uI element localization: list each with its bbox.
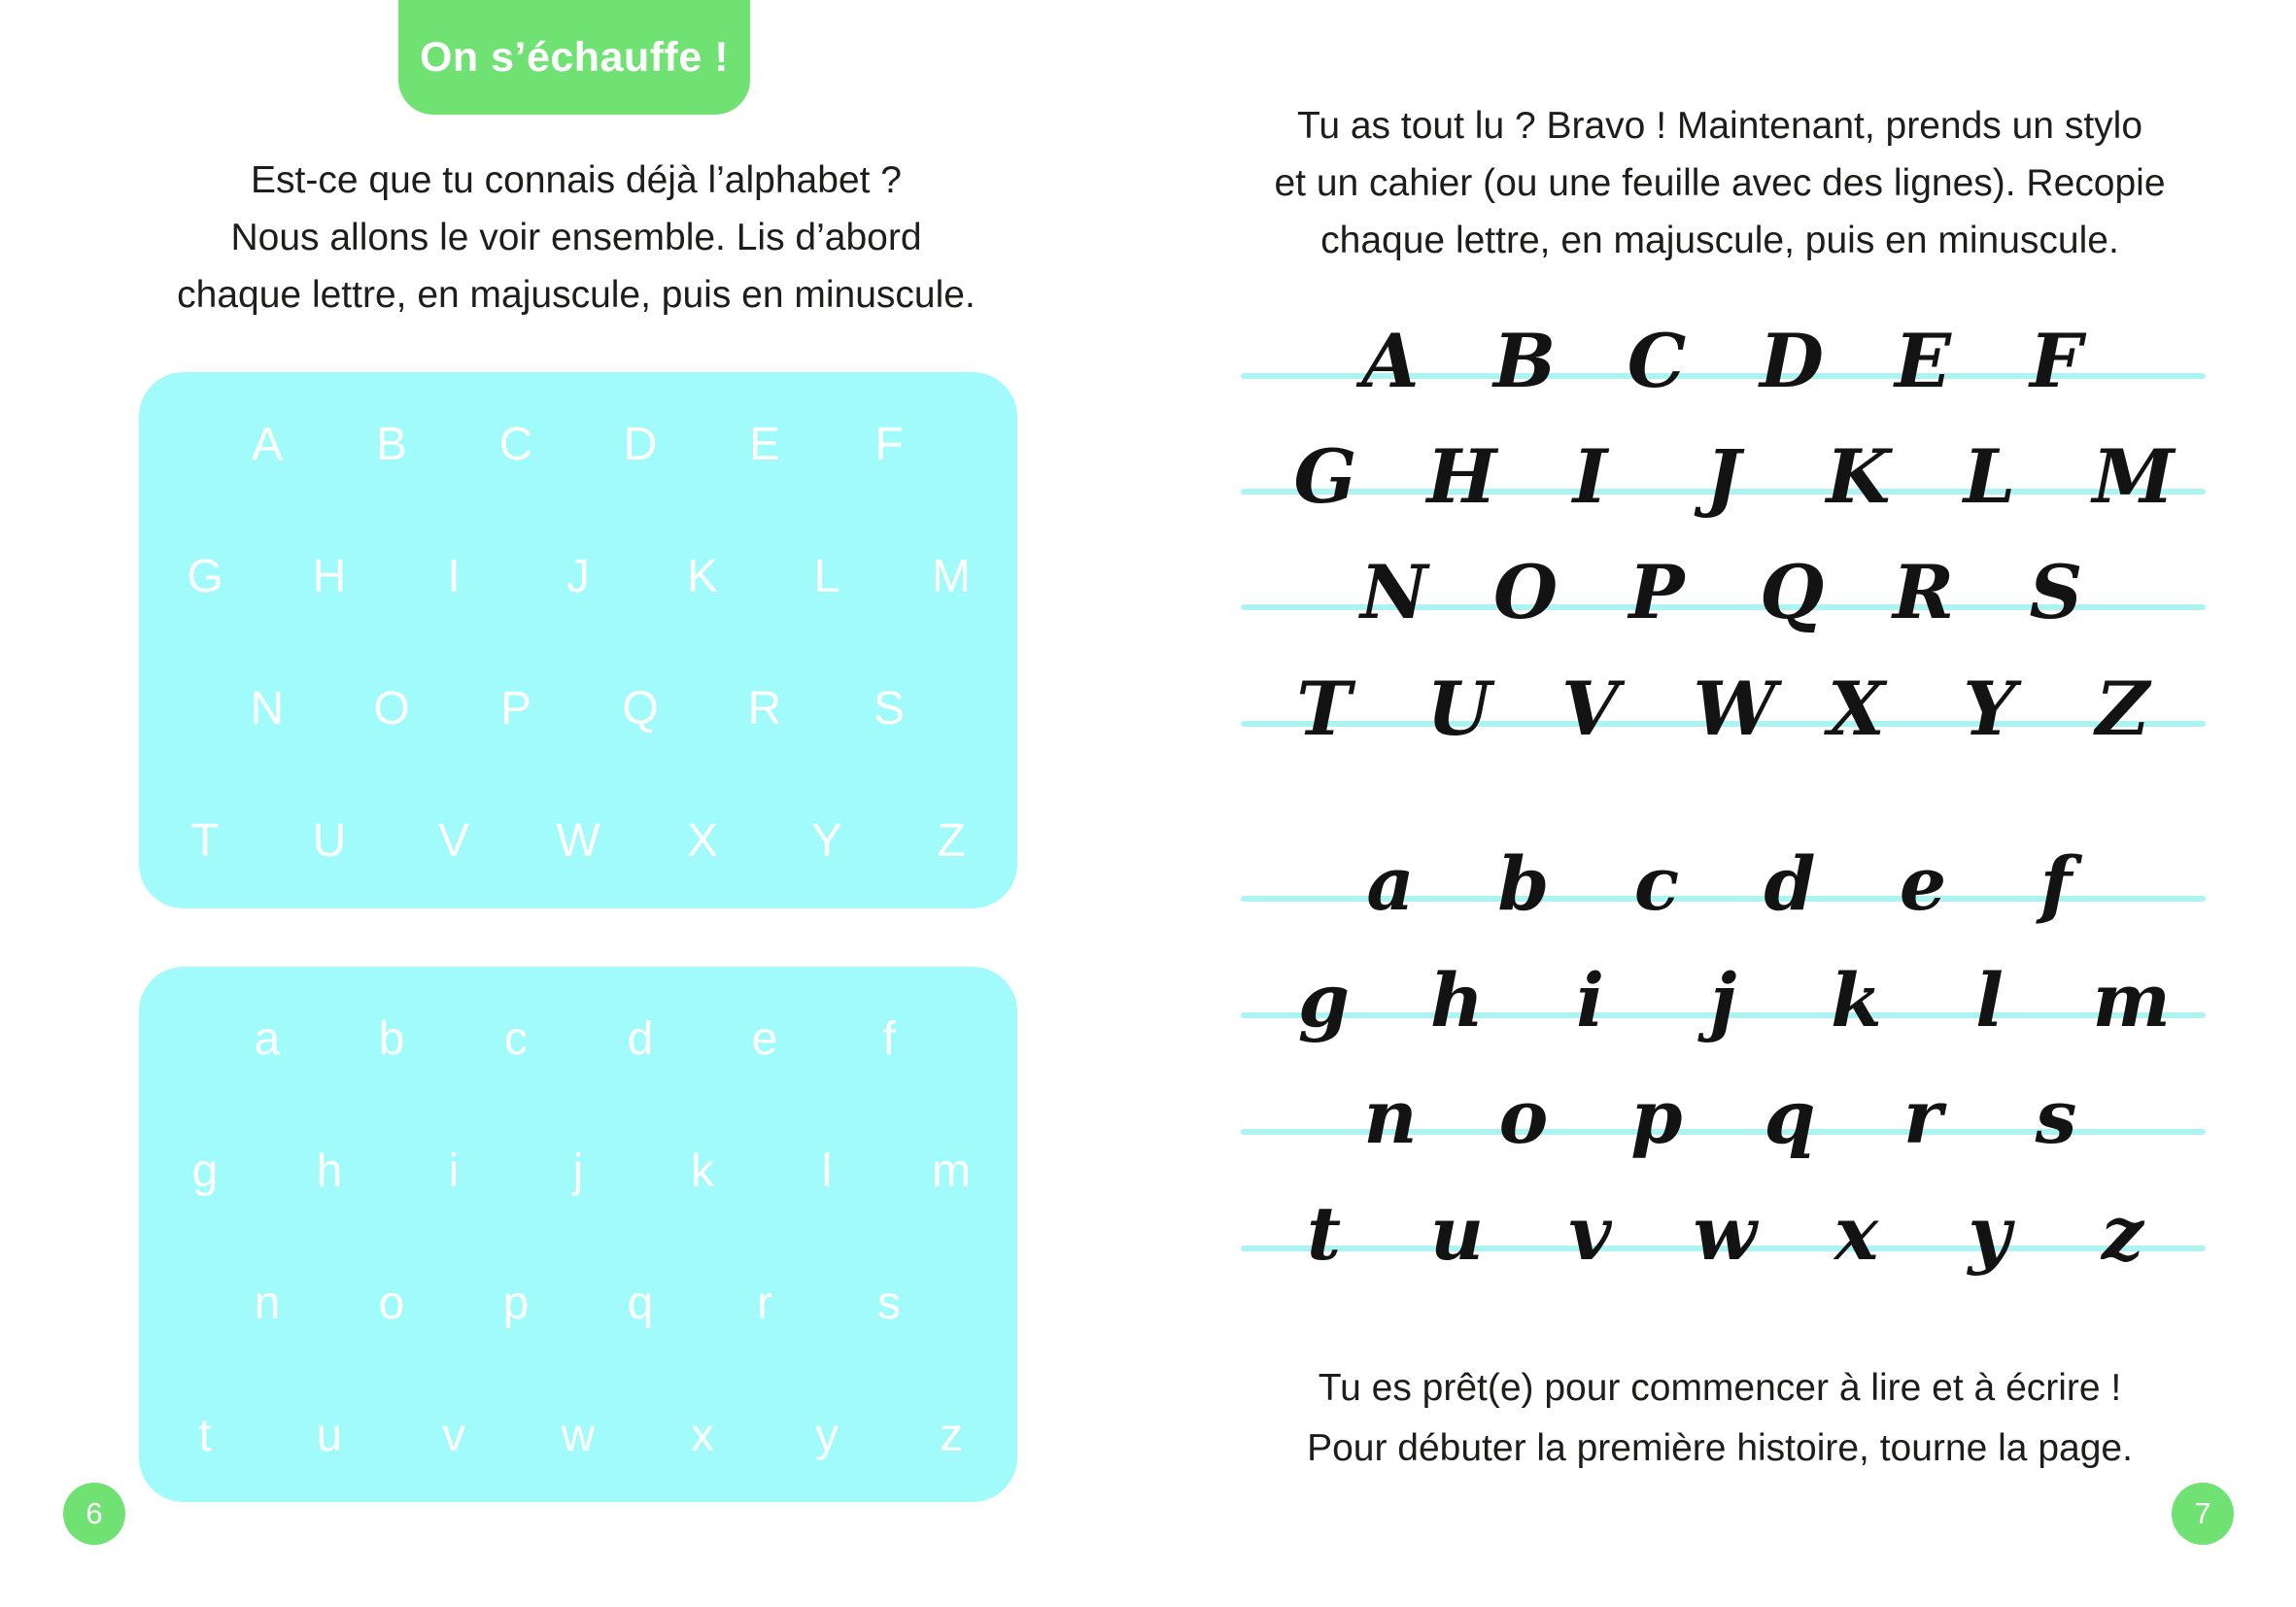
alphabet-letter: h [316, 1145, 343, 1197]
alphabet-letter: j [572, 1145, 584, 1197]
cursive-letter: y [1968, 1190, 2011, 1277]
alphabet-letter: p [502, 1277, 530, 1329]
cursive-letter: h [1429, 957, 1485, 1043]
right-outro-text [1181, 1358, 2259, 1479]
cursive-lowercase-row-2 [1241, 906, 2206, 1043]
alphabet-row [139, 1144, 1017, 1198]
alphabet-letter: k [691, 1145, 714, 1197]
cursive-letter: k [1831, 957, 1882, 1043]
alphabet-letter: f [882, 1012, 896, 1065]
cursive-letter: E [1895, 318, 1951, 404]
warmup-badge [398, 0, 750, 115]
lowercase-alphabet-box [139, 967, 1017, 1502]
alphabet-letter: W [556, 815, 600, 868]
intro-line: et un cahier (ou une feuille avec des lignes). Recopie [1274, 162, 2166, 204]
cursive-letter: A [1361, 318, 1420, 404]
cursive-letter: w [1693, 1190, 1757, 1277]
alphabet-letter: c [504, 1012, 528, 1065]
outro-line: Tu es prêt(e) pour commencer à lire et à écrire ! [1318, 1367, 2122, 1409]
alphabet-letter: F [874, 418, 904, 470]
cursive-letter: C [1627, 318, 1687, 404]
alphabet-letter: A [251, 418, 283, 470]
alphabet-letter: D [623, 418, 658, 470]
alphabet-row [139, 549, 1017, 603]
alphabet-letter: r [757, 1277, 772, 1329]
alphabet-letter: y [815, 1409, 839, 1461]
cursive-letter: S [2029, 549, 2083, 635]
alphabet-letter: V [437, 815, 469, 868]
cursive-letter: U [1426, 666, 1491, 752]
cursive-letter: H [1426, 433, 1497, 520]
cursive-letter: R [1893, 549, 1955, 635]
alphabet-letter: E [748, 418, 780, 470]
alphabet-letter: g [191, 1145, 219, 1197]
intro-line: chaque lettre, en majuscule, puis en minuscule. [177, 274, 976, 316]
cursive-letter: N [1360, 549, 1428, 635]
intro-line: chaque lettre, en majuscule, puis en minuscule. [1320, 220, 2119, 261]
intro-line: Est-ce que tu connais déjà l’alphabet ? [251, 159, 902, 201]
cursive-letter: I [1572, 433, 1608, 520]
uppercase-alphabet-box [139, 372, 1017, 908]
alphabet-letter: M [932, 550, 971, 602]
warmup-badge-label: On s’échauffe ! [419, 33, 730, 81]
alphabet-letter: q [627, 1277, 654, 1329]
cursive-letter: Q [1760, 549, 1825, 635]
cursive-letter: g [1297, 957, 1351, 1043]
alphabet-letter: I [447, 550, 461, 602]
cursive-letter: s [2035, 1074, 2077, 1160]
alphabet-letter: w [561, 1409, 596, 1461]
page-number-badge [2172, 1483, 2234, 1545]
cursive-letter: P [1628, 549, 1685, 635]
alphabet-letter: a [254, 1012, 281, 1065]
alphabet-letter: P [499, 683, 531, 735]
alphabet-row [139, 1408, 1017, 1462]
alphabet-letter: n [254, 1277, 281, 1329]
cursive-lowercase-row-4 [1241, 1139, 2206, 1277]
cursive-letter: Y [1963, 666, 2016, 752]
cursive-letter: t [1306, 1190, 1342, 1277]
cursive-letter: V [1561, 666, 1619, 752]
cursive-uppercase-row-1 [1241, 266, 2206, 404]
alphabet-letter: X [686, 815, 718, 868]
cursive-letter: r [1902, 1074, 1943, 1160]
alphabet-letter: i [448, 1145, 460, 1197]
alphabet-letter: L [813, 550, 840, 602]
alphabet-letter: u [316, 1409, 343, 1461]
cursive-letter: d [1764, 840, 1816, 927]
alphabet-letter: d [627, 1012, 654, 1065]
alphabet-letter: G [187, 550, 223, 602]
cursive-letter: u [1429, 1190, 1485, 1277]
cursive-letter: W [1693, 666, 1776, 752]
cursive-letter: z [2101, 1190, 2144, 1277]
cursive-letter: M [2092, 433, 2175, 520]
cursive-letter: b [1497, 840, 1550, 927]
cursive-lowercase-row-1 [1241, 789, 2206, 927]
cursive-letter: D [1760, 318, 1824, 404]
alphabet-row [139, 682, 1017, 736]
cursive-letter: L [1963, 433, 2016, 520]
alphabet-letter: t [198, 1409, 212, 1461]
alphabet-letter: e [751, 1012, 778, 1065]
page-number: 6 [86, 1496, 103, 1530]
alphabet-row [139, 1011, 1017, 1066]
cursive-letter: m [2092, 957, 2171, 1043]
alphabet-row [139, 1276, 1017, 1330]
alphabet-letter: O [373, 683, 410, 735]
intro-line: Tu as tout lu ? Bravo ! Maintenant, prends un stylo [1296, 105, 2143, 147]
alphabet-letter: B [375, 418, 407, 470]
alphabet-letter: x [691, 1409, 714, 1461]
left-intro-text [37, 152, 1115, 324]
alphabet-letter: N [250, 683, 285, 735]
page-number-badge [63, 1483, 125, 1545]
cursive-letter: B [1493, 318, 1557, 404]
alphabet-letter: z [940, 1409, 963, 1461]
alphabet-letter: m [932, 1145, 971, 1197]
alphabet-letter: R [747, 683, 782, 735]
alphabet-letter: s [877, 1277, 901, 1329]
cursive-letter: K [1826, 433, 1891, 520]
cursive-letter: p [1630, 1074, 1683, 1160]
cursive-letter: c [1633, 840, 1680, 927]
intro-line: Nous allons le voir ensemble. Lis d’abord [230, 217, 922, 258]
cursive-letter: O [1493, 549, 1559, 635]
cursive-letter: i [1576, 957, 1604, 1043]
alphabet-letter: U [312, 815, 347, 868]
cursive-letter: X [1828, 666, 1885, 752]
cursive-letter: F [2030, 318, 2082, 404]
cursive-letter: v [1568, 1190, 1612, 1277]
alphabet-letter: Y [810, 815, 842, 868]
cursive-letter: j [1709, 957, 1737, 1043]
cursive-uppercase-row-2 [1241, 382, 2206, 520]
alphabet-letter: K [686, 550, 718, 602]
alphabet-letter: S [873, 683, 905, 735]
cursive-letter: n [1363, 1074, 1418, 1160]
cursive-letter: Z [2095, 666, 2150, 752]
page-number: 7 [2194, 1496, 2211, 1530]
alphabet-letter: Q [622, 683, 659, 735]
cursive-letter: J [1705, 433, 1741, 520]
outro-line: Pour débuter la première histoire, tourne la page. [1307, 1427, 2133, 1469]
alphabet-row [139, 417, 1017, 471]
cursive-letter: G [1293, 433, 1357, 520]
alphabet-row [139, 814, 1017, 869]
cursive-letter: T [1296, 666, 1352, 752]
cursive-uppercase-row-4 [1241, 614, 2206, 752]
alphabet-letter: l [821, 1145, 833, 1197]
cursive-lowercase-row-3 [1241, 1022, 2206, 1160]
cursive-letter: q [1764, 1074, 1816, 1160]
cursive-letter: f [2039, 840, 2073, 927]
alphabet-letter: o [378, 1277, 405, 1329]
alphabet-letter: J [566, 550, 590, 602]
alphabet-letter: C [498, 418, 533, 470]
cursive-uppercase-row-3 [1241, 497, 2206, 635]
cursive-letter: e [1899, 840, 1947, 927]
alphabet-letter: T [190, 815, 220, 868]
cursive-letter: l [1975, 957, 2004, 1043]
alphabet-letter: H [312, 550, 347, 602]
alphabet-letter: Z [937, 815, 966, 868]
cursive-letter: o [1498, 1074, 1549, 1160]
right-intro-text [1181, 97, 2259, 269]
cursive-letter: x [1833, 1190, 1879, 1277]
cursive-letter: a [1366, 840, 1415, 927]
alphabet-letter: b [378, 1012, 405, 1065]
alphabet-letter: v [442, 1409, 465, 1461]
